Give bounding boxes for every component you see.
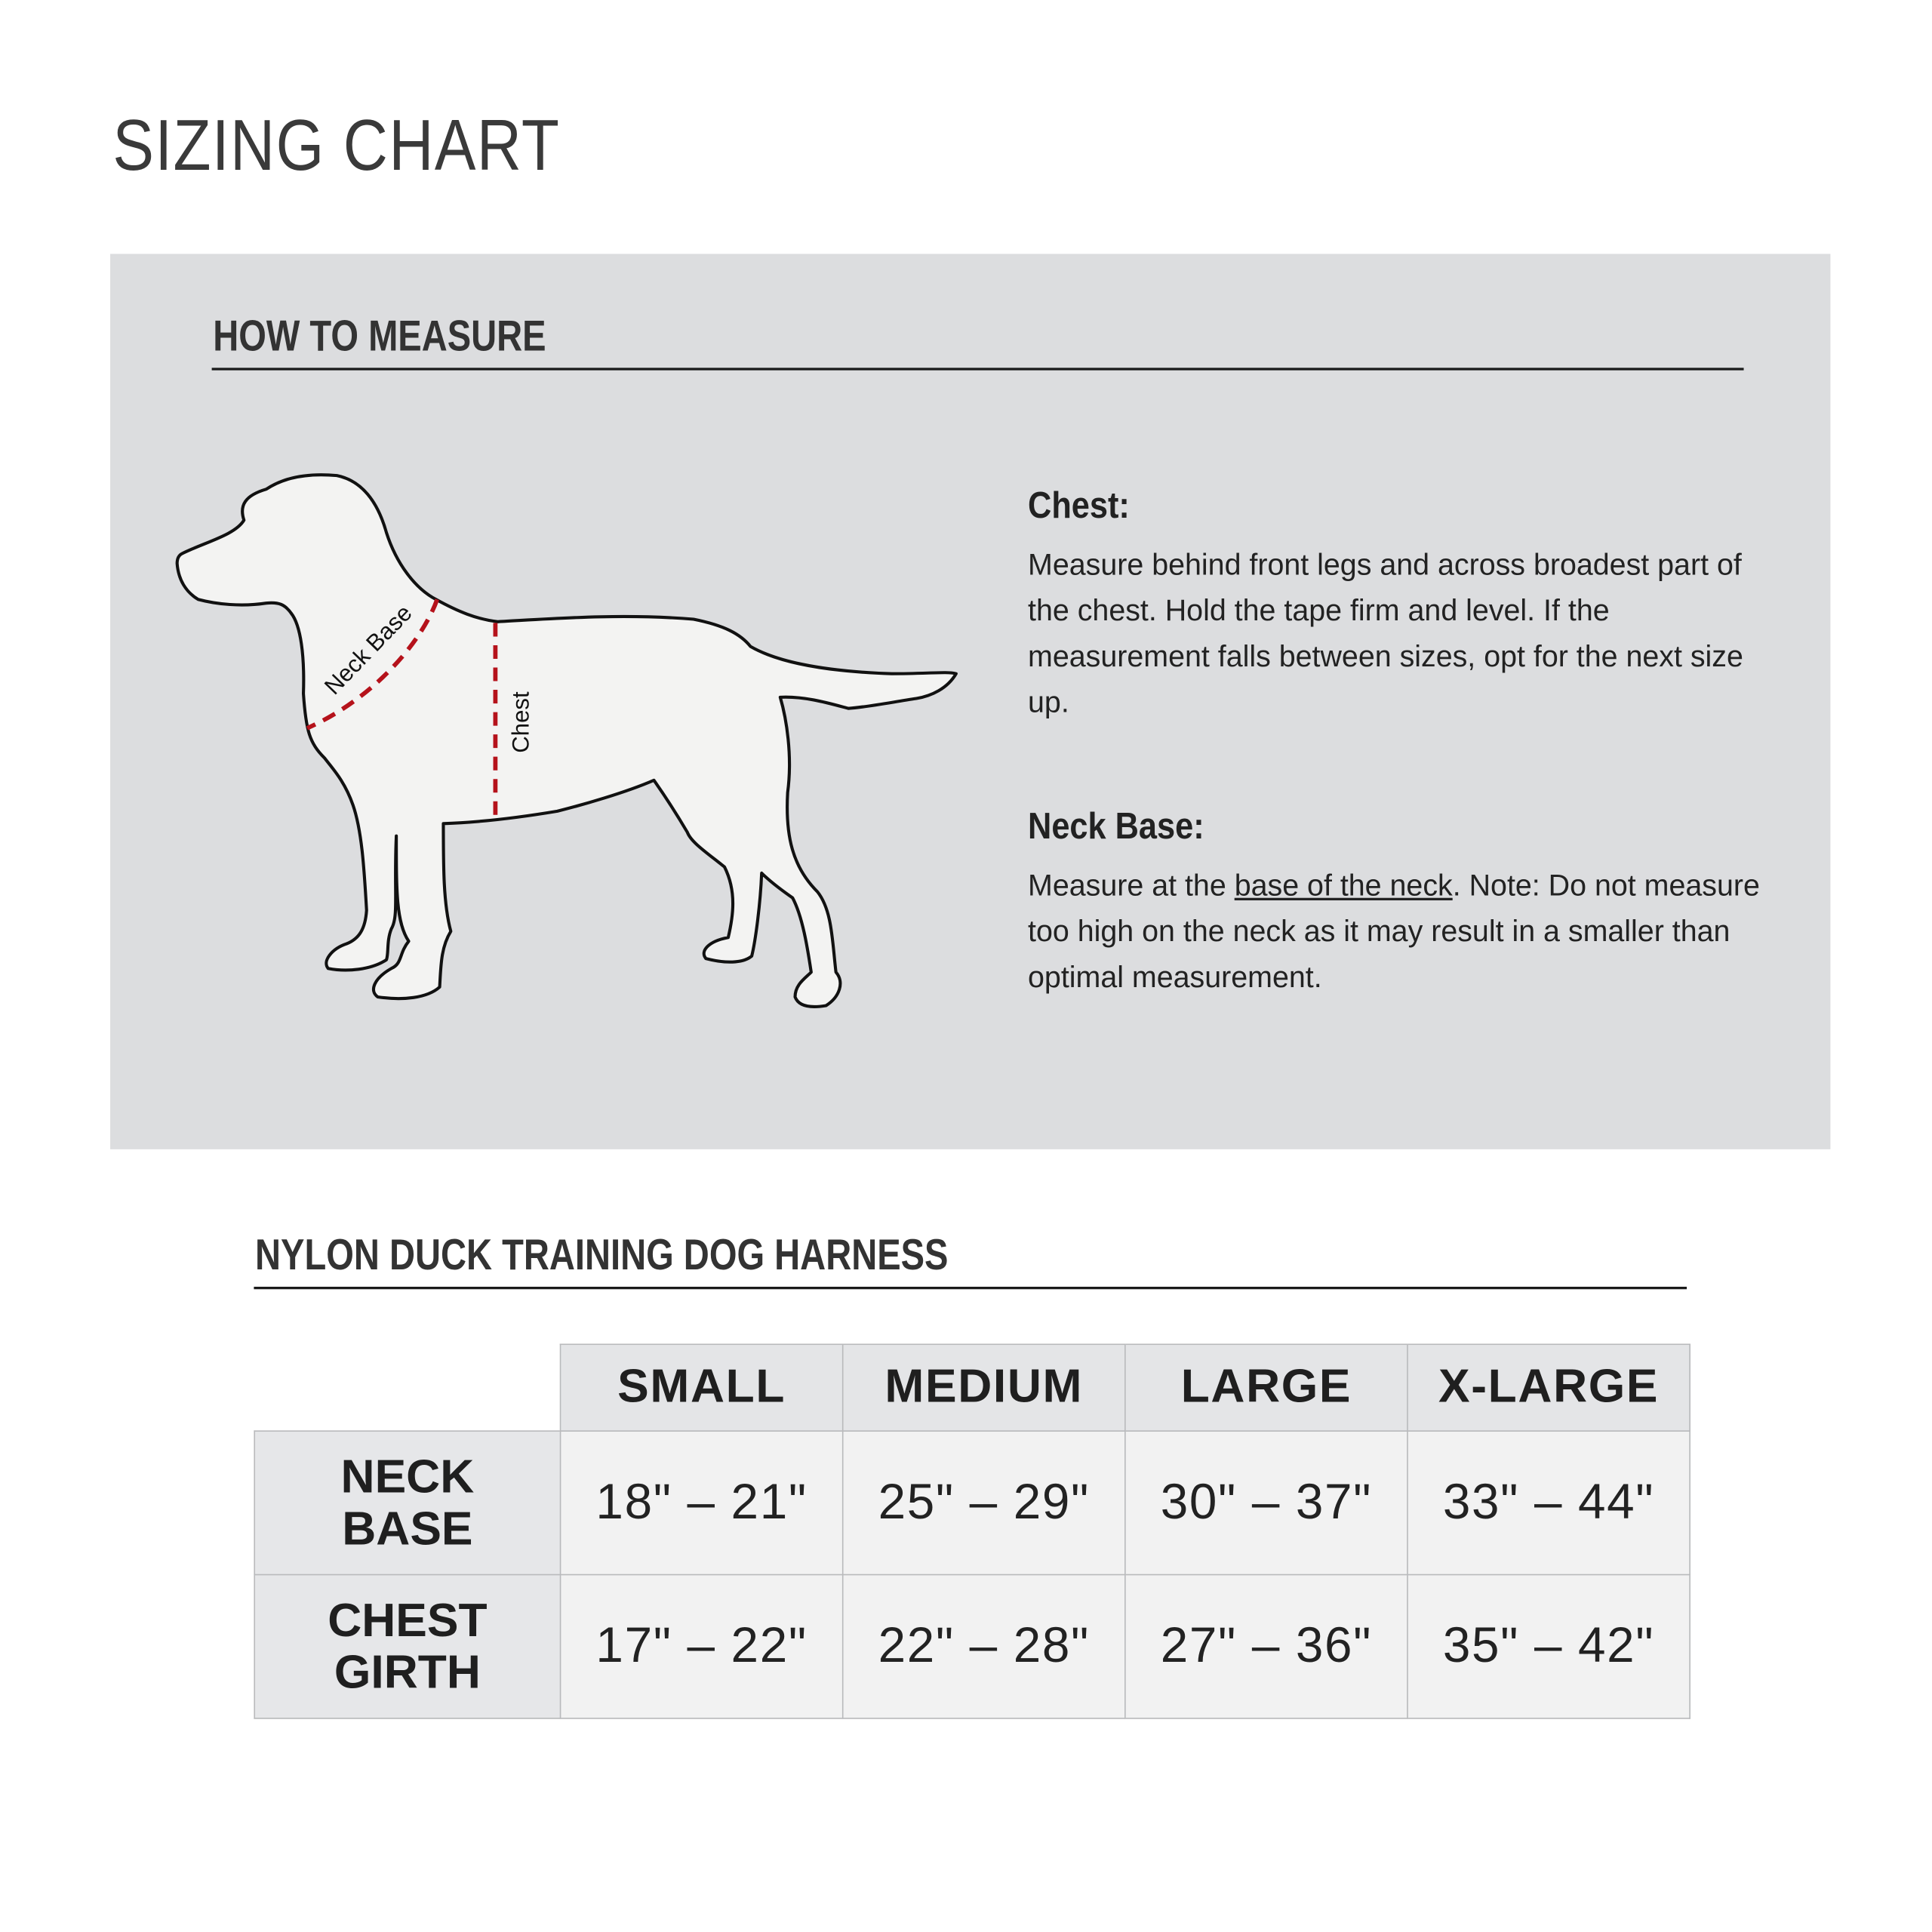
product-heading: NYLON DUCK TRAINING DOG HARNESS xyxy=(255,1231,949,1280)
neck-base-instructions xyxy=(1028,863,1771,1001)
product-heading-divider xyxy=(254,1287,1687,1289)
row-label-line: BASE xyxy=(342,1503,473,1555)
row-label-neck-base xyxy=(254,1431,560,1574)
size-table xyxy=(254,1343,1690,1718)
chest-instructions: Measure behind front legs and across broadest part of the chest. Hold the tape firm and level. If the measurement falls between sizes, opt for the next size up. xyxy=(1028,548,1743,720)
neck-base-text-prefix: Measure at the xyxy=(1028,869,1235,903)
row-label-chest-girth xyxy=(254,1575,560,1718)
size-header-medium: MEDIUM xyxy=(843,1344,1125,1431)
row-label-line: GIRTH xyxy=(334,1646,481,1699)
page-title: SIZING CHART xyxy=(112,105,561,186)
neck-base-title: Neck Base: xyxy=(1028,806,1204,848)
neck-base-diagram-label: Neck Base xyxy=(318,599,417,700)
table-cell: 33" – 44" xyxy=(1407,1431,1690,1574)
neck-base-text-suffix: . Note: Do not measure too high on the neck as it may result in a smaller than optimal measurement. xyxy=(1028,869,1760,995)
table-cell: 25" – 29" xyxy=(843,1431,1125,1574)
row-label-line: CHEST xyxy=(328,1594,488,1647)
table-cell: 30" – 37" xyxy=(1125,1431,1407,1574)
base-of-neck-underlined: base of the neck xyxy=(1234,869,1453,903)
size-header-row xyxy=(254,1344,1690,1431)
chest-title: Chest: xyxy=(1028,485,1130,527)
table-cell: 18" – 21" xyxy=(561,1431,843,1574)
table-row-neck-base xyxy=(254,1431,1690,1574)
table-cell: 27" – 36" xyxy=(1125,1575,1407,1718)
chest-diagram-label: Chest xyxy=(507,691,534,753)
table-cell: 22" – 28" xyxy=(843,1575,1125,1718)
table-cell: 35" – 42" xyxy=(1407,1575,1690,1718)
row-label-line: NECK xyxy=(340,1451,475,1503)
size-header-small: SMALL xyxy=(561,1344,843,1431)
size-header-large: LARGE xyxy=(1125,1344,1407,1431)
size-header-xlarge: X-LARGE xyxy=(1407,1344,1690,1431)
how-to-measure-heading: HOW TO MEASURE xyxy=(213,312,546,361)
dog-outline xyxy=(177,475,956,1007)
table-row-chest-girth xyxy=(254,1575,1690,1718)
table-cell: 17" – 22" xyxy=(561,1575,843,1718)
empty-corner-cell xyxy=(254,1344,560,1431)
